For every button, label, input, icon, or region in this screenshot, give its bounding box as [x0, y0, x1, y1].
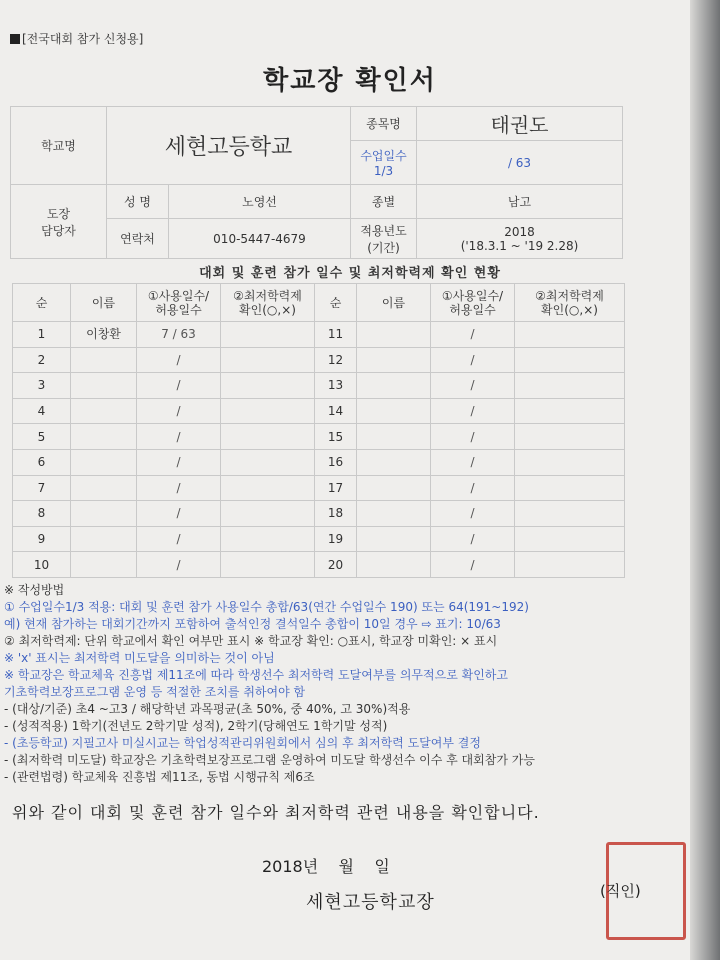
table-row: [13, 552, 625, 578]
col-min-2-1: ②최저학력제: [535, 288, 604, 303]
row-number: 8: [13, 501, 71, 527]
row-name: [357, 552, 431, 578]
instruction-line: 기초학력보장프로그램 운영 등 적절한 조치를 취하여야 함: [4, 685, 306, 699]
row-name: [357, 424, 431, 450]
row-min-check: [221, 322, 315, 348]
gender-label: 종별: [351, 185, 417, 219]
class-days-label-2: 1/3: [373, 164, 394, 178]
row-days: /: [431, 475, 515, 501]
row-min-check: [221, 424, 315, 450]
col-min-2-2: 확인(○,×): [541, 302, 598, 317]
col-days-2: [431, 284, 515, 322]
row-min-check: [221, 552, 315, 578]
coach-label-1: 도장: [46, 206, 71, 221]
row-number: 3: [13, 373, 71, 399]
school-label: 학교명: [11, 107, 107, 185]
row-min-check: [515, 526, 625, 552]
coach-label: [11, 185, 107, 259]
table-row: [13, 398, 625, 424]
row-name: [357, 373, 431, 399]
row-days: 7 / 63: [137, 322, 221, 348]
row-name: 이창환: [71, 322, 137, 348]
col-name: 이름: [71, 284, 137, 322]
col-days-1: ①사용일수/: [147, 288, 210, 303]
col-min-1: ②최저학력제: [233, 288, 302, 303]
col-days: [137, 284, 221, 322]
row-min-check: [221, 373, 315, 399]
school-value: 세현고등학교: [107, 107, 351, 185]
row-number: 17: [315, 475, 357, 501]
event-label: 종목명: [351, 107, 417, 141]
row-number: 19: [315, 526, 357, 552]
instruction-line: - (성적적용) 1학기(전년도 2학기말 성적), 2학기(당해연도 1학기말 성적): [4, 719, 388, 733]
year-value: [417, 219, 623, 259]
gender-value: 남고: [417, 185, 623, 219]
class-days-value: / 63: [417, 141, 623, 185]
instruction-line: 예) 현재 참가하는 대회기간까지 포함하여 출석인정 결석일수 총합이 10일 경우 ⇨ 표기: 10/63: [4, 617, 501, 631]
row-min-check: [221, 501, 315, 527]
table-row: [13, 373, 625, 399]
instruction-line: ※ 학교장은 학교체육 진흥법 제11조에 따라 학생선수 최저학력 도달여부를 의무적으로 확인하고: [4, 668, 508, 682]
row-min-check: [515, 373, 625, 399]
row-days: /: [431, 449, 515, 475]
row-days: /: [431, 552, 515, 578]
row-name: [357, 398, 431, 424]
contact-label: 연락처: [107, 219, 169, 259]
instruction-line: - (관련법령) 학교체육 진흥법 제11조, 동법 시행규칙 제6조: [4, 770, 315, 784]
row-number: 5: [13, 424, 71, 450]
instruction-line: ① 수업일수1/3 적용: 대회 및 훈련 참가 사용일수 총합/63(연간 수업일수 190) 또는 64(191~192): [4, 600, 529, 614]
row-days: /: [137, 501, 221, 527]
row-days: /: [431, 424, 515, 450]
event-value: 태권도: [417, 107, 623, 141]
row-days: /: [137, 526, 221, 552]
col-days-2-2: 허용일수: [449, 302, 496, 317]
row-number: 12: [315, 347, 357, 373]
row-days: /: [431, 373, 515, 399]
row-name: [71, 552, 137, 578]
row-number: 18: [315, 501, 357, 527]
name-label: 성 명: [107, 185, 169, 219]
year-label-2: (기간): [367, 240, 400, 255]
col-days-2: 허용일수: [155, 302, 202, 317]
seal-label: (직인): [600, 882, 641, 900]
section-title: 대회 및 훈련 참가 일수 및 최저학력제 확인 현황: [199, 266, 501, 281]
row-name: [357, 449, 431, 475]
instruction-line: - (대상/기준) 초4 ~고3 / 해당학년 과목평균(초 50%, 중 40%, 고 30%)적용: [4, 702, 411, 716]
row-name: [71, 449, 137, 475]
row-number: 2: [13, 347, 71, 373]
col-no: 순: [13, 284, 71, 322]
header-tag-text: [전국대회 참가 신청용]: [22, 32, 144, 46]
col-name-2: 이름: [357, 284, 431, 322]
col-no-2: 순: [315, 284, 357, 322]
row-name: [71, 424, 137, 450]
row-number: 6: [13, 449, 71, 475]
date-line: 2018년 월 일: [262, 857, 390, 876]
instruction-line: - (최저학력 미도달) 학교장은 기초학력보장프로그램 운영하여 미도달 학생선수 이수 후 대회참가 가능: [4, 753, 535, 767]
row-days: /: [137, 347, 221, 373]
row-number: 4: [13, 398, 71, 424]
header-tag: [10, 30, 143, 47]
row-name: [71, 398, 137, 424]
row-name: [357, 347, 431, 373]
table-row: [13, 475, 625, 501]
row-min-check: [515, 322, 625, 348]
row-number: 16: [315, 449, 357, 475]
year-value-1: 2018: [504, 224, 535, 239]
contact-value: 010-5447-4679: [169, 219, 351, 259]
row-min-check: [515, 449, 625, 475]
row-number: 7: [13, 475, 71, 501]
row-min-check: [515, 501, 625, 527]
col-min-2: 확인(○,×): [239, 302, 296, 317]
table-row: [13, 526, 625, 552]
year-label: [351, 219, 417, 259]
info-table: [10, 106, 623, 259]
row-name: [357, 501, 431, 527]
row-days: /: [137, 398, 221, 424]
col-days-2-1: ①사용일수/: [441, 288, 504, 303]
page-fold-shadow: [690, 0, 720, 960]
row-min-check: [221, 347, 315, 373]
row-days: /: [137, 449, 221, 475]
row-min-check: [515, 475, 625, 501]
roster-body: [13, 322, 625, 578]
row-name: [357, 322, 431, 348]
instruction-line: - (초등학교) 지필고사 미실시교는 학업성적관리위원회에서 심의 후 최저학력 도달여부 결정: [4, 736, 481, 750]
instruction-line: ② 최저학력제: 단위 학교에서 확인 여부만 표시 ※ 학교장 확인: ○표시, 학교장 미확인: × 표시: [4, 634, 498, 648]
row-name: [71, 347, 137, 373]
square-bullet-icon: [10, 34, 20, 44]
principal-name: 세현고등학교장: [306, 892, 435, 913]
row-days: /: [137, 552, 221, 578]
page-title: 학교장 확인서: [263, 66, 437, 96]
table-row: [13, 501, 625, 527]
table-row: [13, 347, 625, 373]
col-min-2: [515, 284, 625, 322]
row-name: [357, 526, 431, 552]
row-number: 14: [315, 398, 357, 424]
row-number: 20: [315, 552, 357, 578]
row-days: /: [431, 398, 515, 424]
row-days: /: [137, 424, 221, 450]
row-min-check: [515, 552, 625, 578]
year-value-2: ('18.3.1 ~ '19 2.28): [460, 238, 579, 253]
class-days-label-1: 수업일수: [360, 149, 407, 163]
confirm-statement: 위와 같이 대회 및 훈련 참가 일수와 최저학력 관련 내용을 확인합니다.: [12, 803, 540, 822]
row-min-check: [221, 526, 315, 552]
row-min-check: [515, 424, 625, 450]
coach-label-2: 담당자: [41, 223, 76, 238]
row-name: [71, 501, 137, 527]
row-min-check: [221, 475, 315, 501]
table-row: [13, 449, 625, 475]
row-name: [71, 526, 137, 552]
row-days: /: [137, 475, 221, 501]
row-min-check: [515, 347, 625, 373]
row-days: /: [137, 373, 221, 399]
row-name: [357, 475, 431, 501]
row-number: 15: [315, 424, 357, 450]
row-days: /: [431, 501, 515, 527]
row-min-check: [221, 398, 315, 424]
name-value: 노영선: [169, 185, 351, 219]
row-number: 1: [13, 322, 71, 348]
row-name: [71, 475, 137, 501]
instructions: [4, 582, 688, 786]
row-number: 10: [13, 552, 71, 578]
instruction-line: ※ 'x' 표시는 최저학력 미도달을 의미하는 것이 아님: [4, 651, 275, 665]
row-min-check: [515, 398, 625, 424]
year-label-1: 적용년도: [360, 223, 407, 238]
row-days: /: [431, 322, 515, 348]
row-min-check: [221, 449, 315, 475]
col-min: [221, 284, 315, 322]
instruction-line: ※ 작성방법: [4, 583, 65, 597]
table-row: [13, 322, 625, 348]
row-name: [71, 373, 137, 399]
roster-table: [12, 283, 625, 578]
row-days: /: [431, 526, 515, 552]
row-number: 13: [315, 373, 357, 399]
row-days: /: [431, 347, 515, 373]
class-days-label: [351, 141, 417, 185]
table-row: [13, 424, 625, 450]
row-number: 9: [13, 526, 71, 552]
row-number: 11: [315, 322, 357, 348]
